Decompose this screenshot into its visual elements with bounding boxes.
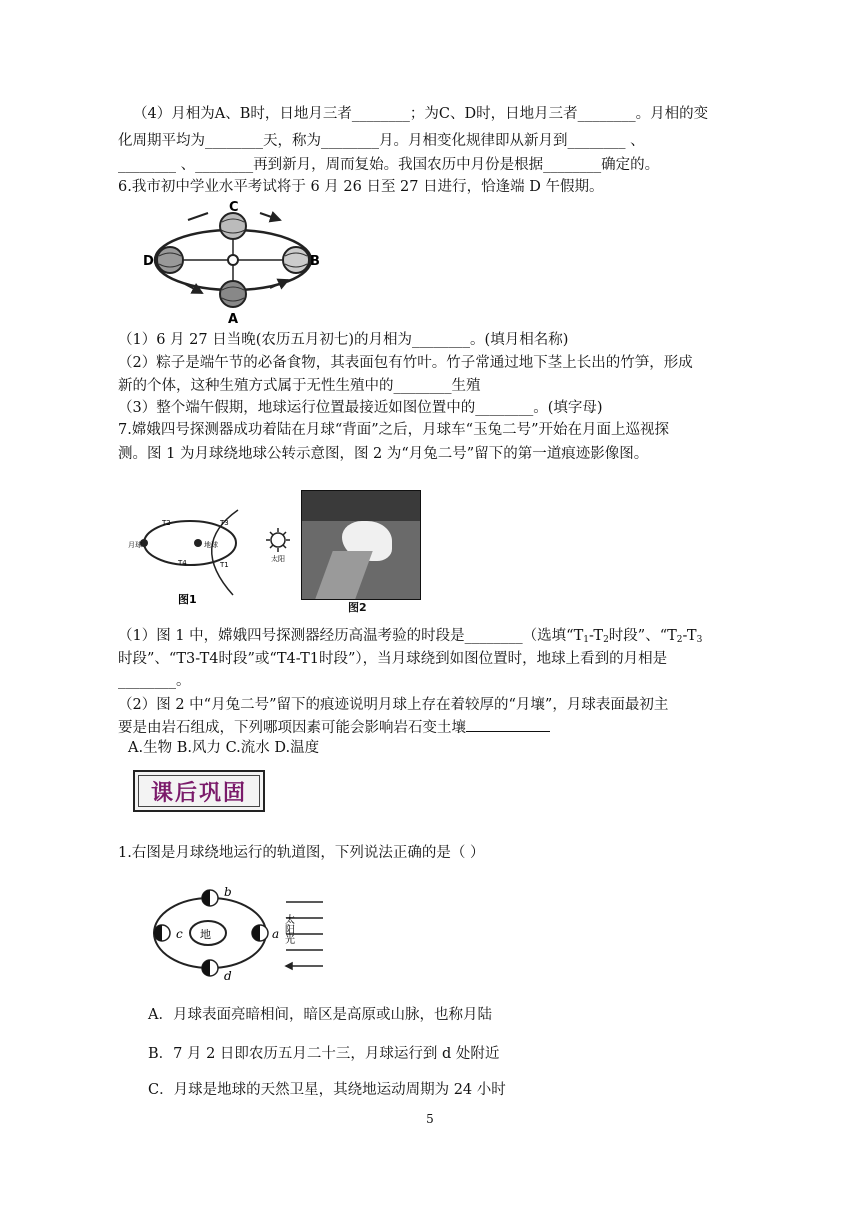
q7-sub-1-line-2: 时段”、“T3-T4时段”或“T4-T1时段”），当月球绕到如图位置时，地球上看到的月相是	[118, 651, 668, 667]
section-banner	[133, 770, 265, 812]
fig1-moon-label: 月球	[128, 541, 142, 549]
fig1-t3-label: T3	[220, 519, 229, 527]
moon-a	[252, 925, 268, 941]
r1-option-b: B．7 月 2 日即农历五月二十三，月球运行到 d 处附近	[148, 1046, 500, 1062]
fig1-caption: 图1	[178, 593, 197, 606]
fig1-earth-label: 地球	[204, 541, 218, 549]
page-number: 5	[426, 1112, 434, 1126]
fig1-sun-label: 太阳	[271, 555, 285, 563]
q7-stem-line-2: 测。图 1 为月球绕地球公转示意图，图 2 为“月兔二号”留下的第一道痕迹影像图。	[118, 446, 649, 462]
label-a: A	[228, 312, 239, 327]
moon-c	[154, 925, 170, 941]
r1-label-b: b	[224, 885, 232, 899]
q7-sub-1-line-3: ________。	[118, 673, 191, 689]
fig1-t4-label: T4	[178, 559, 187, 567]
q4-line-3: ________ 、________再到新月，周而复始。我国农历中月份是根据________确定的。	[118, 157, 660, 173]
q7-s1-c: 时段”、“T	[608, 628, 677, 644]
q7-sub-1-line-1: （1）图 1 中，嫦娥四号探测器经历高温考验的时段是________（选填“$T_1-T_2$时段”、“$T_2-T_3$	[118, 628, 703, 645]
q7-s1-a: （1）图 1 中，嫦娥四号探测器经历高温考验的时段是________（选填“T	[118, 628, 584, 644]
moon-d	[202, 960, 218, 976]
q6-sub-2-line-2: 新的个体，这种生殖方式属于无性生殖中的________生殖	[118, 378, 481, 394]
q6-sub-2-line-1: （2）粽子是端午节的必备食物，其表面包有竹叶。竹子常通过地下茎上长出的竹笋，形成	[118, 355, 693, 371]
q7-s2-text: 要是由岩石组成，下列哪项因素可能会影响岩石变土壤	[118, 720, 466, 736]
q7-s1-b: -T	[589, 628, 604, 644]
q6-stem: 6.我市初中学业水平考试将于 6 月 26 日至 27 日进行，恰逢端 D 午假期。	[118, 179, 604, 195]
sun-icon	[266, 528, 290, 552]
label-c: C	[229, 200, 239, 215]
globe-d	[157, 247, 183, 273]
r1-stem: 1.右图是月球绕地运行的轨道图，下列说法正确的是（ ）	[118, 845, 485, 861]
q7-figure-2-photo	[301, 490, 421, 600]
banner-label: 课后巩固	[138, 775, 260, 807]
q7-sub-2-line-2	[118, 717, 550, 738]
q6-sub-3: （3）整个端午假期，地球运行位置最接近如图位置中的________。(填字母)	[118, 400, 603, 416]
r1-sun-label: 太阳光	[282, 914, 294, 944]
globe-a	[220, 281, 246, 307]
q6-sub-1: （1）6 月 27 日当晚(农历五月初七)的月相为________。(填月相名称)	[118, 332, 569, 348]
globe-b	[283, 247, 309, 273]
fig2-caption: 图2	[348, 601, 367, 614]
q4-line-1: （4）月相为A、B时，日地月三者________；为C、D时，日地月三者________。月相的变	[133, 106, 709, 122]
label-b: B	[310, 254, 320, 269]
r1-option-c: C．月球是地球的天然卫星，其绕地运动周期为 24 小时	[148, 1082, 506, 1098]
r1-label-c: c	[176, 927, 183, 941]
r1-option-a: A．月球表面亮暗相间，暗区是高原或山脉，也称月陆	[148, 1007, 492, 1023]
label-d: D	[143, 254, 154, 269]
q6-orbit-figure	[140, 198, 320, 328]
moon-b	[202, 890, 218, 906]
r1-orbit-figure	[148, 880, 328, 990]
q7-options: A.生物 B.风力 C.流水 D.温度	[128, 740, 320, 756]
fig1-t1-label: T1	[220, 561, 229, 569]
answer-blank	[466, 717, 550, 732]
q4-line-2: 化周期平均为________天，称为________月。月相变化规律即从新月到________ 、	[118, 133, 645, 149]
q7-stem-line-1: 7.嫦娥四号探测器成功着陆在月球“背面”之后，月球车“玉兔二号”开始在月面上巡视探	[118, 422, 669, 438]
r1-label-d: d	[224, 969, 232, 983]
q7-sub-2-line-1: （2）图 2 中“月兔二号”留下的痕迹说明月球上存在着较厚的“月壤”，月球表面最初主	[118, 697, 669, 713]
fig1-t2-label: T2	[162, 519, 171, 527]
globe-c	[220, 213, 246, 239]
r1-earth-label: 地	[200, 928, 211, 941]
q7-s1-d: -T	[682, 628, 697, 644]
q7-figure-1	[128, 505, 298, 610]
r1-label-a: a	[272, 927, 280, 941]
